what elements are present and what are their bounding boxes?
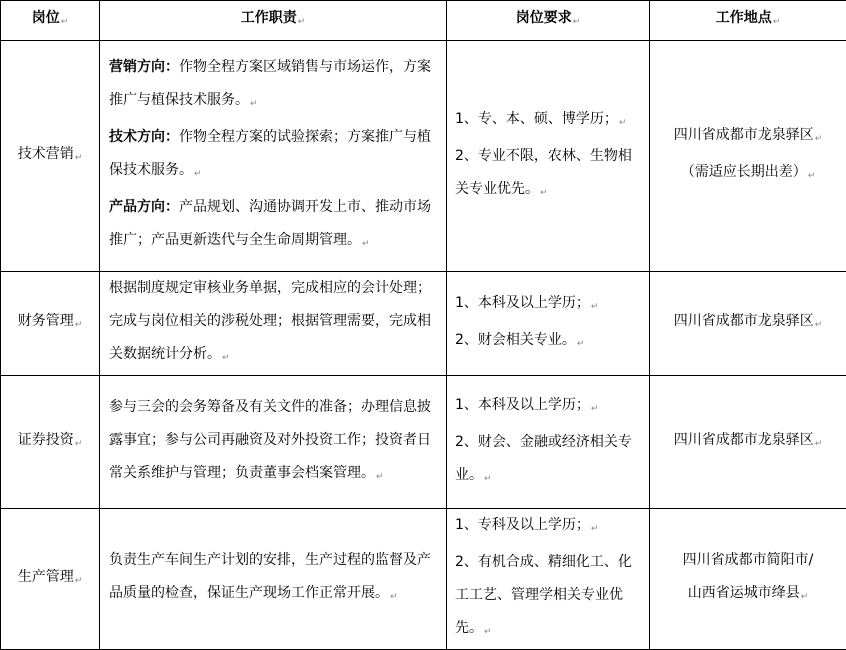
duty-text: 根据制度规定审核业务单据，完成相应的会计处理；完成与岗位相关的涉税处理；根据管理需要，完成相关数据统计分析。↵ [109,272,438,375]
loc-cell [650,376,846,509]
duty-cell [100,376,447,509]
table-row [1,376,846,509]
header-loc: 工作地点↵ [650,1,846,41]
req-item: 1、专科及以上学历；↵ [455,509,643,546]
header-post: 岗位↵ [1,1,100,41]
loc-cell [650,41,846,272]
loc-cell [650,509,846,650]
req-cell [447,272,650,376]
post-cell: 证券投资↵ [1,376,100,509]
loc-line: 四川省成都市龙泉驿区↵ [651,305,845,342]
req-item: 1、本科及以上学历；↵ [455,389,643,426]
req-cell [447,509,650,650]
table-row [1,41,846,272]
duty-item: 营销方向：作物全程方案区域销售与市场运作，方案推广与植保技术服务。↵ [109,51,438,121]
req-item: 2、有机合成、精细化工、化工工艺、管理学相关专业优先。↵ [455,546,643,649]
loc-line: 四川省成都市龙泉驿区↵ [651,424,845,461]
req-cell [447,376,650,509]
table-row [1,509,846,650]
req-cell [447,41,650,272]
req-item: 1、专、本、硕、博学历；↵ [455,103,643,140]
loc-line: （需适应长期出差）↵ [651,156,845,193]
duty-item: 产品方向：产品规划、沟通协调开发上市、推动市场推广；产品更新迭代与全生命周期管理。↵ [109,191,438,261]
duty-text: 参与三会的会务筹备及有关文件的准备；办理信息披露事宜；参与公司再融资及对外投资工作；投资者日常关系维护与管理；负责董事会档案管理。↵ [109,391,438,494]
req-item: 1、本科及以上学历；↵ [455,287,643,324]
req-item: 2、财会相关专业。↵ [455,324,643,361]
loc-line: 四川省成都市龙泉驿区↵ [651,119,845,156]
duty-cell [100,272,447,376]
loc-line: 山西省运城市绛县↵ [651,577,845,614]
header-row [1,1,846,41]
header-req: 岗位要求↵ [447,1,650,41]
header-duty: 工作职责↵ [100,1,447,41]
duty-text: 负责生产车间生产计划的安排，生产过程的监督及产品质量的检查，保证生产现场工作正常开展。↵ [109,544,438,614]
req-item: 2、专业不限，农林、生物相关专业优先。↵ [455,140,643,210]
loc-cell [650,272,846,376]
post-cell: 技术营销↵ [1,41,100,272]
req-item: 2、财会、金融或经济相关专业。↵ [455,426,643,496]
post-cell: 生产管理↵ [1,509,100,650]
duty-item: 技术方向：作物全程方案的试验探索；方案推广与植保技术服务。↵ [109,121,438,191]
post-cell: 财务管理↵ [1,272,100,376]
loc-line: 四川省成都市简阳市/ [651,544,845,577]
table-row [1,272,846,376]
duty-cell [100,41,447,272]
duty-cell [100,509,447,650]
